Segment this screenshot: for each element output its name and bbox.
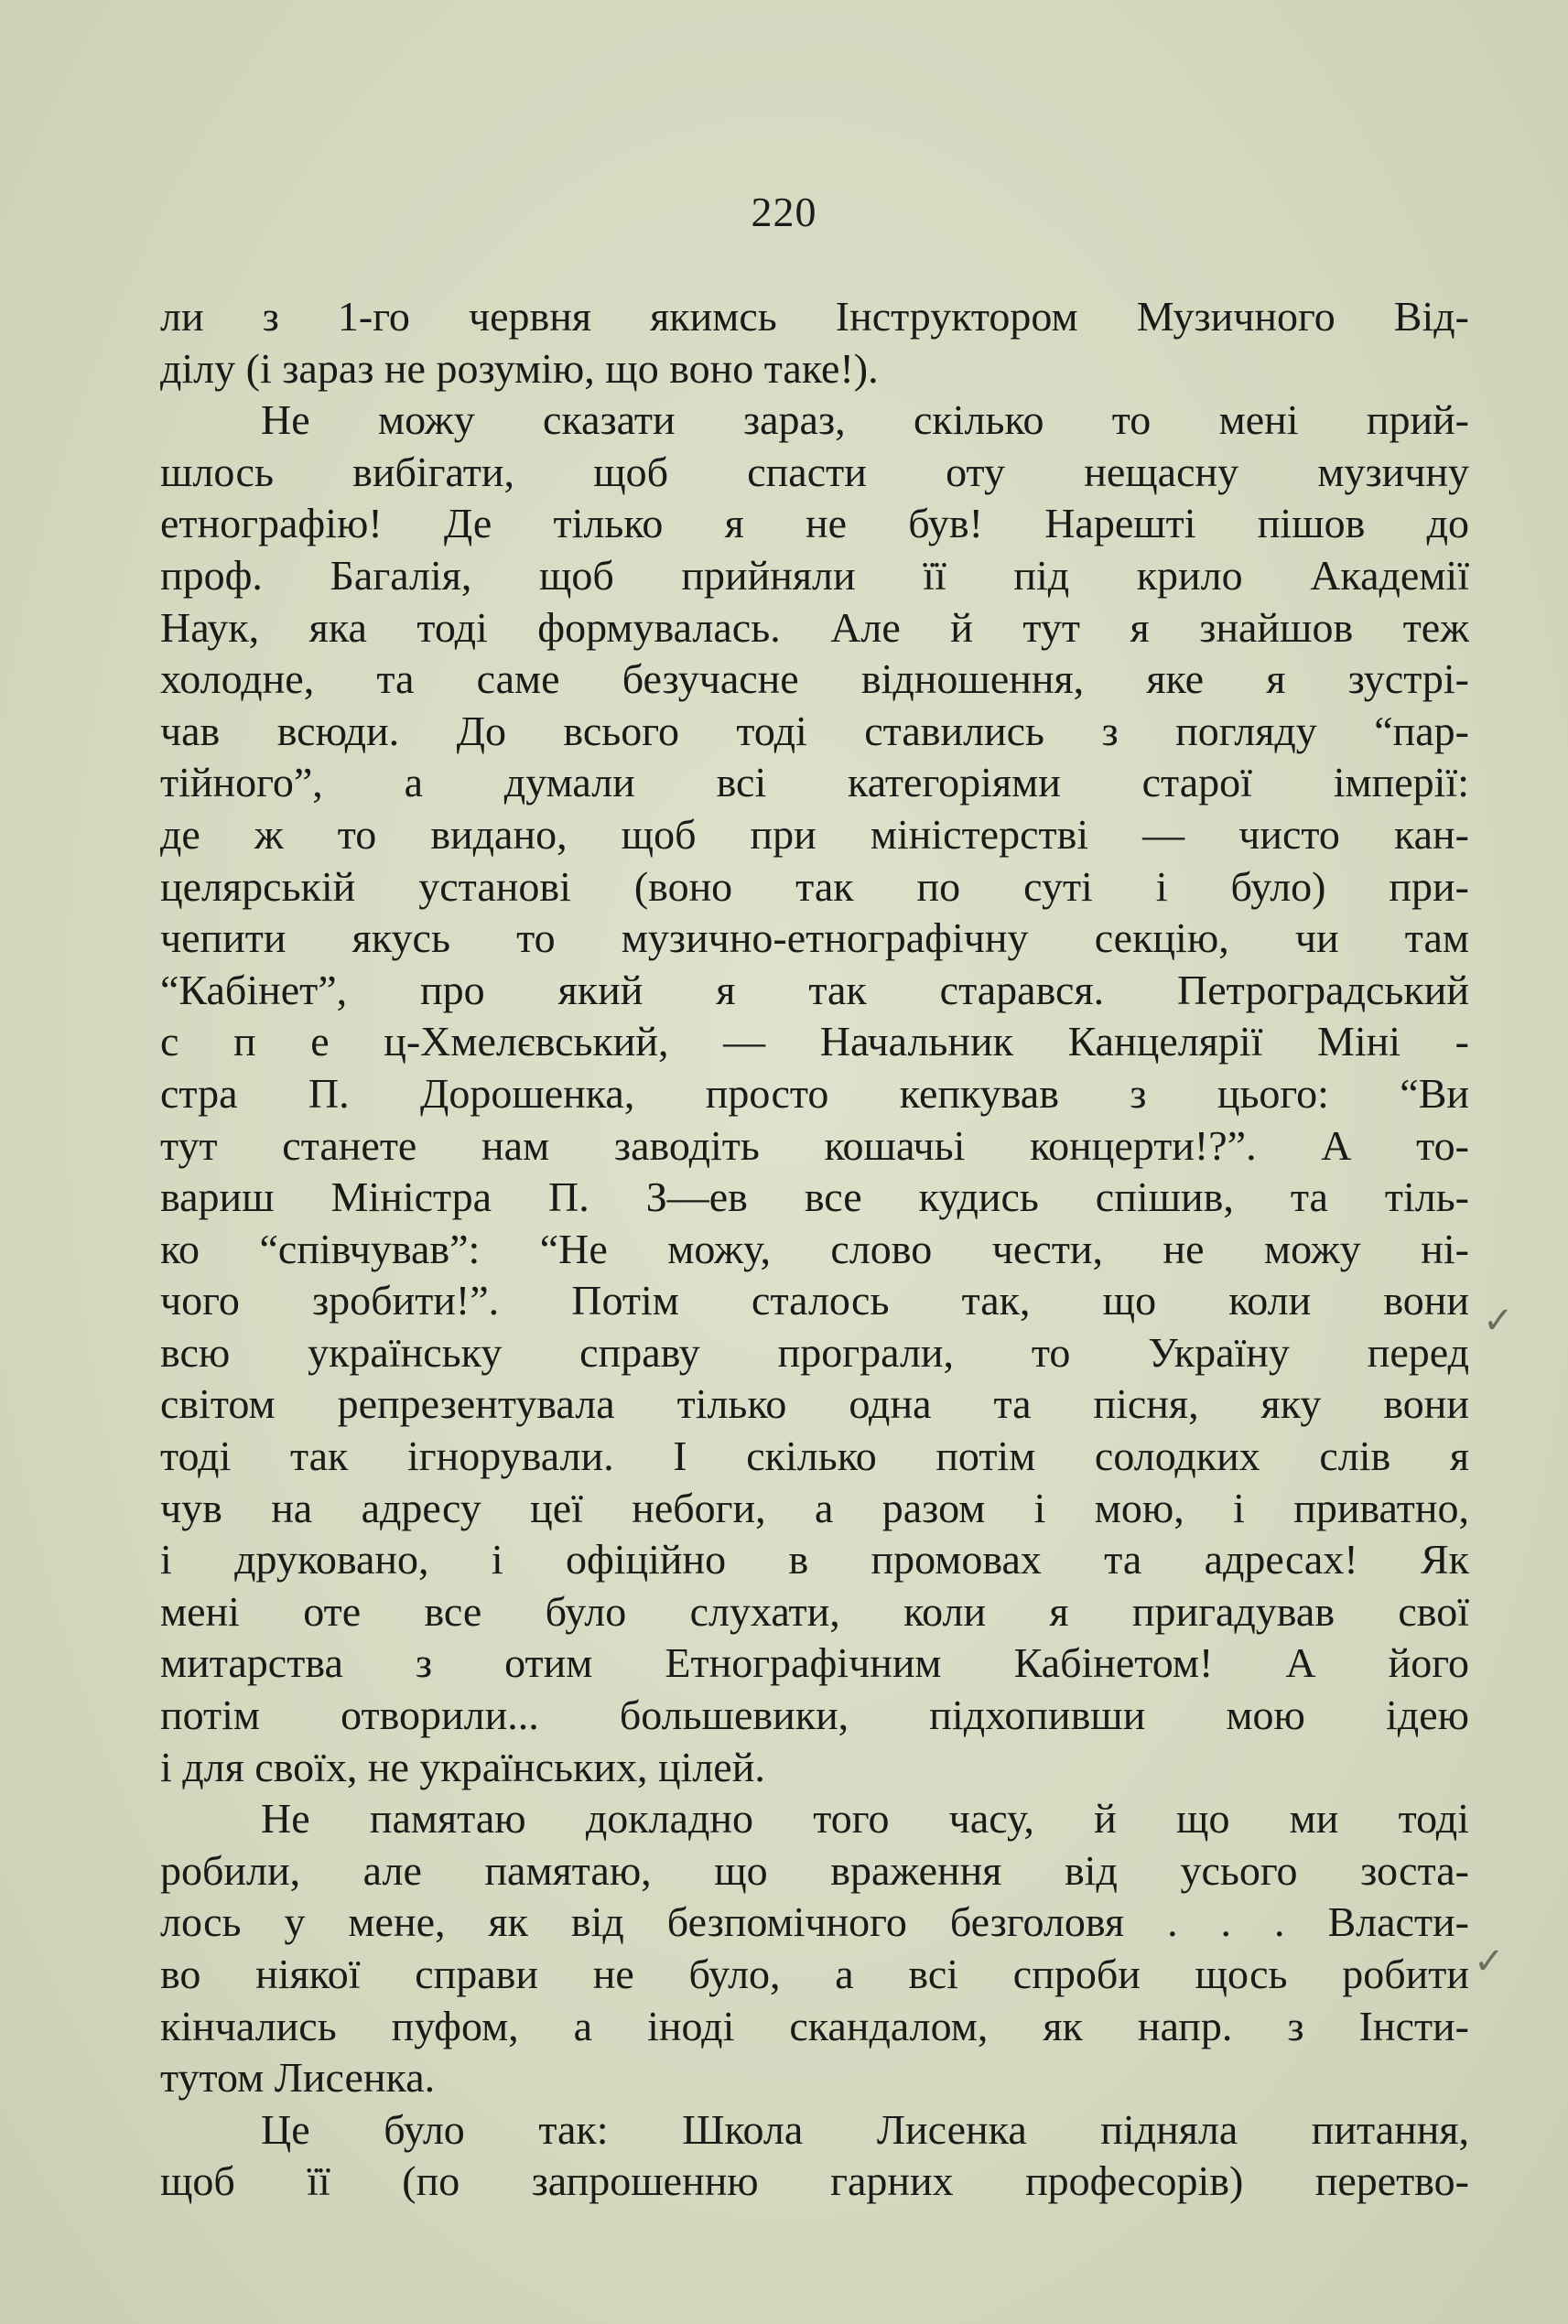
text-line: кінчались пуфом, а іноді скандалом, як напр. з Інсти- [160,2002,1469,2049]
text-line: чого зробити!”. Потім сталось так, що коли вони [160,1277,1469,1324]
text-line: чав всюди. До всього тоді ставились з погляду “пар- [160,707,1469,754]
text-line: митарства з отим Етнографічним Кабінетом! А його [160,1639,1469,1687]
text-line: всю українську справу програли, то Україну перед [160,1328,1469,1376]
text-line: вариш Міністра П. З—ев все кудись спішив, та тіль- [160,1173,1469,1221]
text-line: целярській установі (воно так по суті і було) при- [160,862,1469,910]
text-line: чепити якусь то музично-етнографічну секцію, чи там [160,914,1469,962]
pencil-check-mark: ✓ [1483,1300,1514,1342]
text-line: Наук, яка тоді формувалась. Але й тут я знайшов теж [160,603,1469,651]
text-line: і для своїх, не українських, цілей. [160,1743,765,1790]
text-line: с п е ц-Хмелєвський, — Начальник Канцелярії Міні - [160,1018,1469,1065]
page-text-body [160,291,1469,2208]
text-line: лось у мене, як від безпомічного безголовя . . . Власти- [160,1898,1469,1946]
text-line: потім отворили... большевики, підхопивши мою ідею [160,1692,1469,1739]
text-line: проф. Багалія, щоб прийняли її під крило Академії [160,551,1469,599]
text-line: тійного”, а думали всі категоріями старої імперії: [160,759,1469,806]
text-line: тут станете нам заводіть кошачьі концерти!?”. А то- [160,1121,1469,1169]
pencil-check-mark-2: ✓ [1474,1940,1505,1983]
text-line: робили, але памятаю, що враження від усього зоста- [160,1846,1469,1894]
text-line: мені оте все було слухати, коли я пригадував свої [160,1587,1469,1635]
text-line: Не можу сказати зараз, скілько то мені прий- [261,396,1469,444]
text-line: шлось вибігати, щоб спасти оту нещасну музичну [160,448,1469,495]
text-line: холодне, та саме безучасне відношення, яке я зустрі- [160,655,1469,703]
text-line: чув на адресу цеї небоги, а разом і мою, і приватно, [160,1484,1469,1531]
text-line: ділу (і зараз не розумію, що воно таке!). [160,344,879,392]
text-line: де ж то видано, щоб при міністерстві — чисто кан- [160,810,1469,858]
text-line: во ніякої справи не було, а всі спроби щось робити [160,1951,1469,1997]
text-line: Це було так: Школа Лисенка підняла питання, [261,2105,1469,2153]
text-line: Не памятаю докладно того часу, й що ми тоді [261,1795,1469,1843]
text-line: щоб її (по запрошенню гарних професорів) перетво- [160,2157,1469,2205]
text-line: світом репрезентувала тілько одна та пісня, яку вони [160,1380,1469,1428]
text-line: етнографію! Де тілько я не був! Нарешті пішов до [160,500,1469,547]
page-number: 220 [751,189,817,235]
text-line: і друковано, і офіційно в промовах та адресах! Як [160,1536,1469,1584]
text-line: ко “співчував”: “Не можу, слово чести, не можу ні- [160,1225,1469,1272]
text-line: тутом Лисенка. [160,2054,436,2102]
text-line: тоді так ігнорували. І скілько потім солодких слів я [160,1432,1469,1480]
text-line: ли з 1-го червня якимсь Інструктором Музичного Від- [160,293,1469,340]
text-line: стра П. Дорошенка, просто кепкував з цього: “Ви [160,1069,1469,1117]
text-line: “Кабінет”, про який я так старався. Петроградський [160,966,1469,1013]
